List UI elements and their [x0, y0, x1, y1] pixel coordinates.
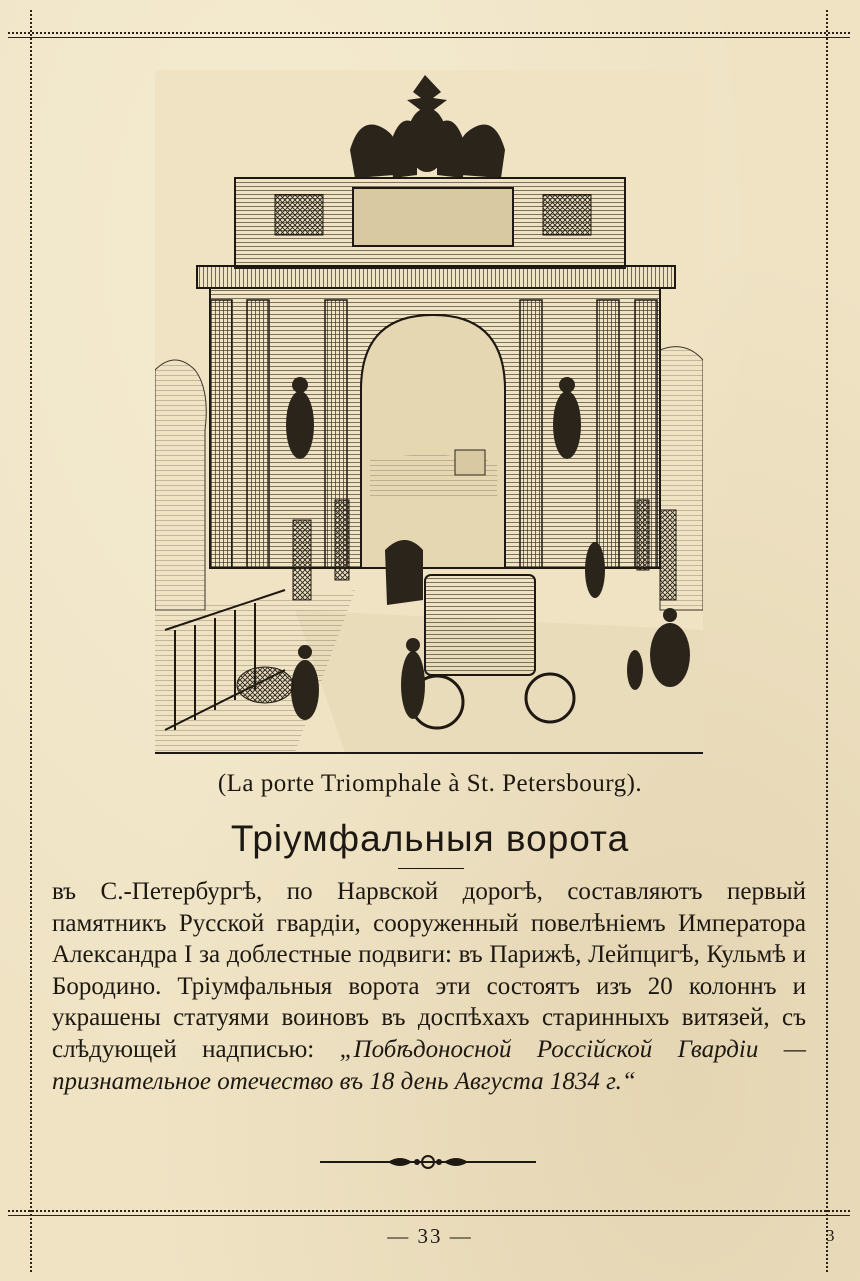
inscription-text: „Побѣдоносной Россійской Гвардіи — признательное отечество въ 18 день Августа 1834 г.“: [52, 1035, 806, 1095]
left-border: [30, 10, 35, 1272]
engraving-caption: (La porte Triomphale à St. Petersbourg).: [217, 770, 643, 797]
bottom-border: [8, 1210, 850, 1216]
page-number: — 33 —: [387, 1224, 473, 1248]
body-paragraph: [52, 876, 806, 1097]
triumphal-arch-engraving: [155, 70, 703, 754]
body-text-plain: въ С.-Петербургѣ, по Нарвской дорогѣ, составляютъ первый памятникъ Русской гвардіи, сооруженный повелѣніемъ Императора Александра I за доблестные подвиги: въ Парижѣ, Лейпцигѣ, Кульмѣ и Бородино. Тріумфальныя ворота эти состоятъ изъ 20 колоннъ и украшены статуями воиновъ въ доспѣхахъ старинныхъ витязей, съ слѣдующей надписью:: [52, 878, 806, 1063]
title-underline: [398, 868, 464, 869]
page-title: Тріумфальныя ворота: [230, 818, 630, 859]
top-border: [8, 32, 850, 38]
right-border: [826, 10, 831, 1272]
ornament-divider: [320, 1150, 536, 1174]
corner-mark: 3: [826, 1226, 835, 1245]
